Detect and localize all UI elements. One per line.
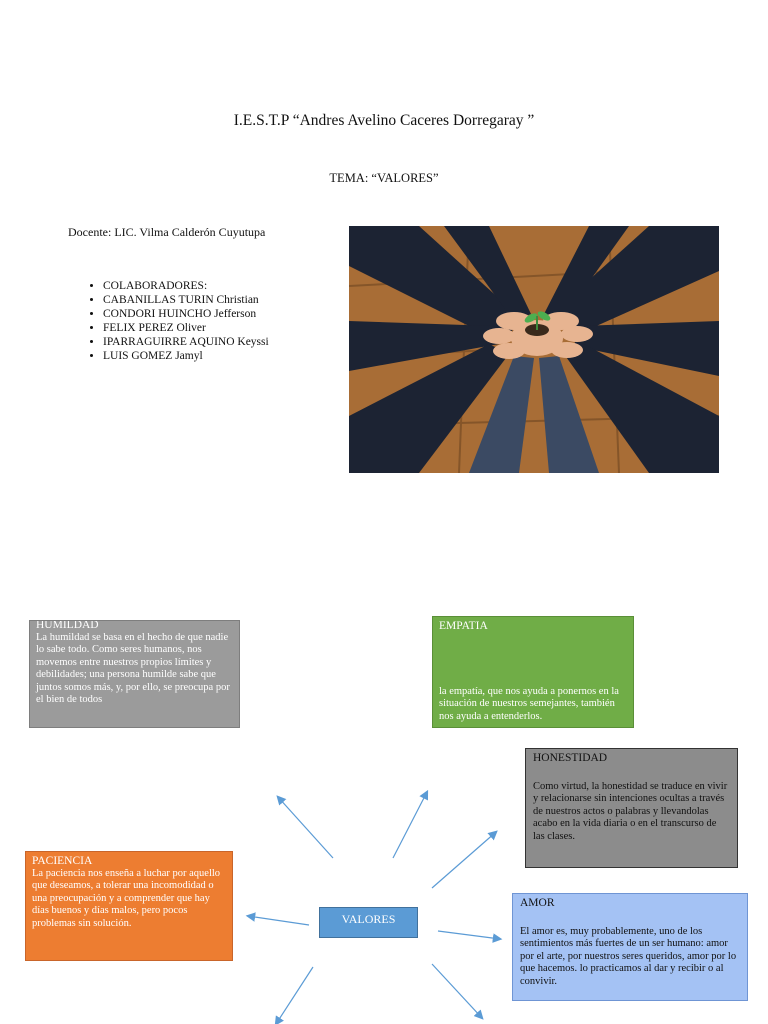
empatia-title: EMPATIA [439, 620, 488, 632]
paciencia-title: PACIENCIA [32, 855, 93, 867]
list-item: • CABANILLAS TURIN Christian [103, 293, 269, 307]
arrow-bottom-left [276, 967, 313, 1024]
list-item: • COLABORADORES: [103, 279, 269, 293]
honestidad-title: HONESTIDAD [533, 752, 608, 764]
list-item: • LUIS GOMEZ Jamyl [103, 349, 269, 363]
topic-heading: TEMA: “VALORES” [329, 171, 439, 185]
teamwork-photo [349, 226, 719, 473]
amor-text: El amor es, muy probablemente, uno de los sentimientos más fuertes de un ser humano: amor por el arte, por nuestros seres queridos, amor por lo que hacemos. lo practicamos al dar y recibir o al convivir. [520, 925, 737, 987]
list-item: • IPARRAGUIRRE AQUINO Keyssi [103, 335, 269, 349]
humildad-text: La humildad se basa en el hecho de que nadie lo sabe todo. Como seres humanos, nos movemos entre nuestros propios límites y debilidades; una persona humilde sabe que juntos somos más, y, por ello, se preocupa por el bien de todos [36, 631, 230, 705]
empatia-box [432, 616, 634, 728]
humildad-title: HUMILDAD [36, 620, 99, 631]
arrow-to-paciencia [248, 916, 309, 925]
list-item: • FELIX PEREZ Oliver [103, 321, 269, 335]
amor-title: AMOR [520, 897, 555, 909]
honestidad-text: Como virtud, la honestidad se traduce en vivir y relacionarse sin intenciones ocultas a través de nuestros actos o palabras y llevandolas acabo en la vida diaria o en el transcurso de las clases. [533, 780, 728, 842]
arrow-to-humildad [278, 797, 333, 858]
paciencia-box [25, 851, 233, 961]
amor-box [512, 893, 748, 1001]
honestidad-box [525, 748, 738, 868]
arrow-to-amor [438, 931, 500, 939]
arrow-to-honestidad [432, 832, 496, 888]
arrow-bottom-right [432, 964, 482, 1018]
empatia-text: la empatía, que nos ayuda a ponernos en la situación de nuestros semejantes, también nos ayuda a entenderlos. [439, 685, 619, 722]
collaborators-list [85, 279, 269, 363]
teacher-name: Docente: LIC. Vilma Calderón Cuyutupa [68, 225, 266, 239]
list-item: • CONDORI HUINCHO Jefferson [103, 307, 269, 321]
document-title: I.E.S.T.P “Andres Avelino Caceres Dorregaray ” [233, 112, 535, 129]
valores-center-node: VALORES [319, 907, 418, 938]
arrow-to-empatia [393, 792, 427, 858]
humildad-box [29, 620, 240, 728]
paciencia-text: La paciencia nos enseña a luchar por aquello que deseamos, a tolerar una incomodidad o una preocupación y a comprender que hay días buenos y días malos, pero pocos problemas sin solución. [32, 867, 221, 929]
